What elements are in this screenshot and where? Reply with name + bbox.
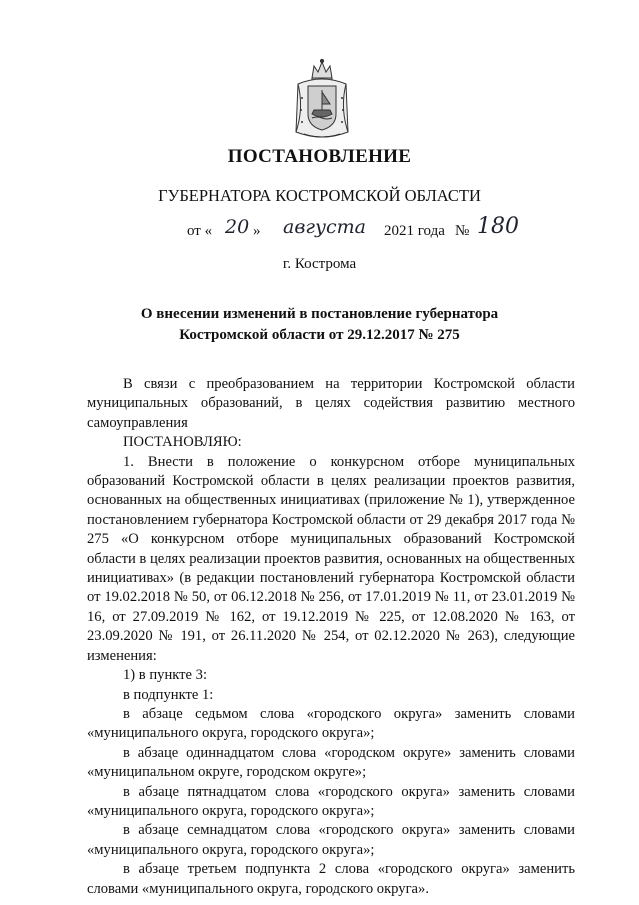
date-quote-close: »	[253, 223, 261, 239]
subject-line-1: О внесении изменений в постановление губернатора	[140, 306, 499, 322]
year-text: 2021 года	[384, 223, 445, 239]
amendment-paragraph: в абзаце пятнадцатом слова «городского округа» заменить словами «муниципального округа, городского округа»;	[87, 783, 575, 819]
amendment-paragraph: в абзаце семнадцатом слова «городского округа» заменить словами «муниципального округа, городского округа»;	[87, 822, 575, 858]
clause-1-paragraph: 1. Внести в положение о конкурсном отборе муниципальных образований Костромской области в целях реализации проектов развития, основанных на общественных инициативах (приложение № 1), утвержденное постановлением губернатора Костромской области от 29 декабря 2017 года № 275 «О конкурсном отборе муниципальных образований Костромской области в целях реализации проектов развития, основанных на общественных инициативах» (в редакции постановлений губернатора Костромской области от 19.02.2018 № 50, от 06.12.2018 № 256, от 17.01.2019 № 11, от 23.01.2019 № 16, от 27.09.2019 № 162, от 19.12.2019 № 225, от 12.08.2020 № 163, от 23.09.2020 № 191, от 26.11.2020 № 254, от 02.12.2020 № 263), следующие изменения:	[87, 453, 575, 664]
city-name: г. Кострома	[282, 256, 357, 272]
preamble-paragraph: В связи с преобразованием на территории Костромской области муниципальных образований, в целях содействия развитию местного самоуправления	[87, 376, 575, 431]
subclause-paragraph: 1) в пункте 3:	[123, 667, 208, 684]
coat-of-arms-emblem	[290, 58, 354, 144]
handwritten-day: 20	[225, 216, 250, 238]
date-number-line	[187, 214, 527, 245]
number-sign: №	[455, 223, 470, 239]
issuer-title: ГУБЕРНАТОРА КОСТРОМСКОЙ ОБЛАСТИ	[158, 186, 481, 205]
decree-keyword: ПОСТАНОВЛЯЮ:	[123, 434, 242, 451]
document-body	[87, 375, 575, 899]
handwritten-number: 180	[477, 214, 519, 239]
amendment-paragraph: в абзаце седьмом слова «городского округа» заменить словами «муниципального округа, городского округа»;	[87, 705, 575, 742]
amendment-paragraph: в абзаце одиннадцатом слова «городском округе» заменить словами «муниципальном округе, городском округе»;	[87, 744, 575, 781]
subject-line-2: Костромской области от 29.12.2017 № 275	[179, 327, 460, 343]
handwritten-month: августа	[283, 216, 366, 238]
amendment-paragraph: в абзаце третьем подпункта 2 слова «городского округа» заменить словами «муниципального округа, городского округа».	[87, 861, 575, 897]
document-subject	[0, 304, 639, 346]
document-type-title: ПОСТАНОВЛЕНИЕ	[227, 146, 412, 167]
subclause-paragraph: в подпункте 1:	[123, 686, 214, 703]
date-prefix: от «	[187, 223, 213, 239]
